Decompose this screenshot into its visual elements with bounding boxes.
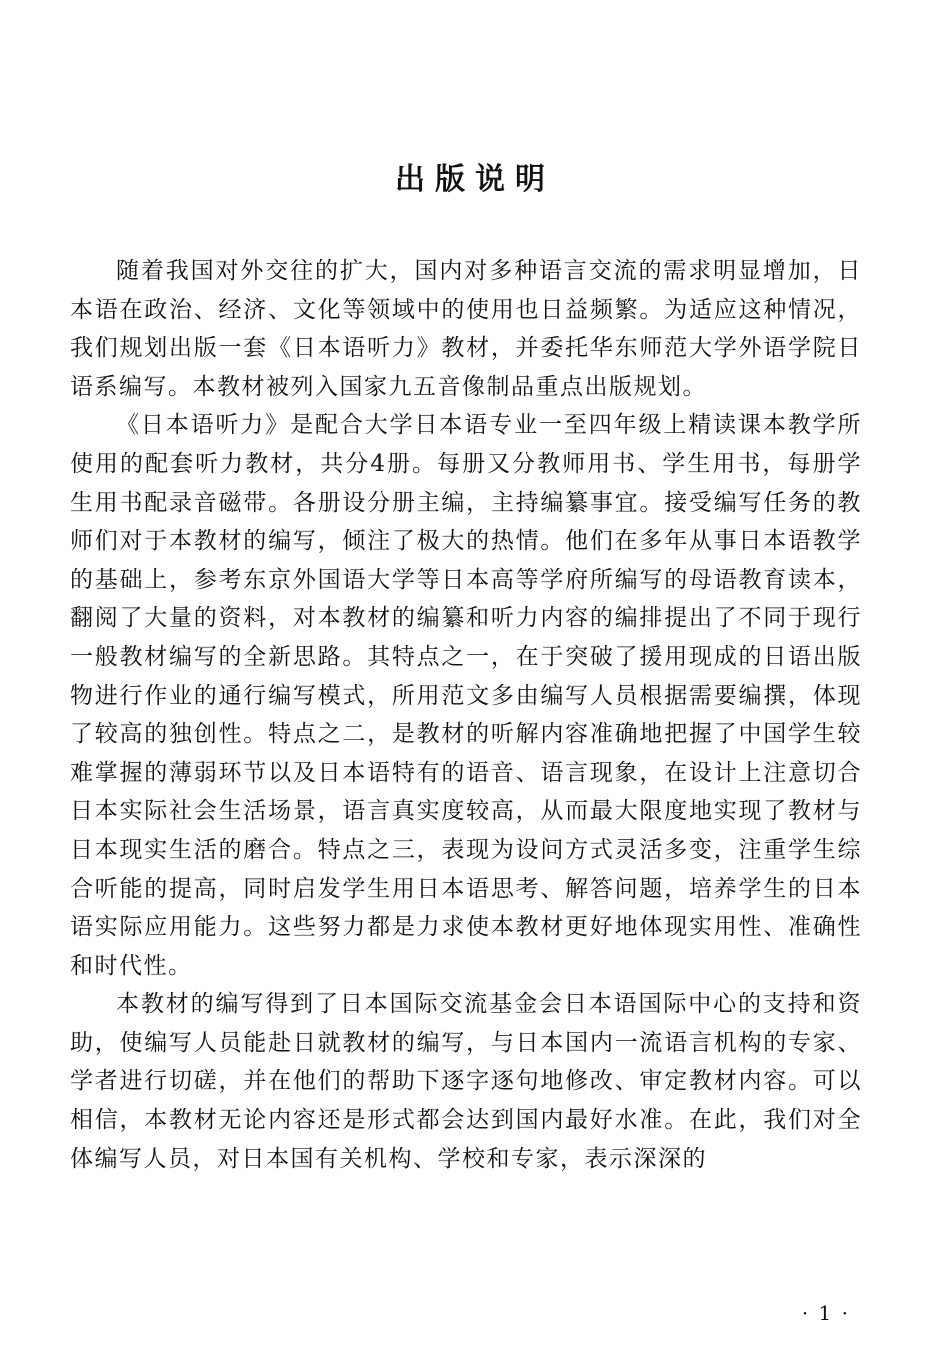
body-text bbox=[70, 252, 862, 1178]
page-title: 出版说明 bbox=[395, 162, 555, 197]
paragraph-3: 本教材的编写得到了日本国际交流基金会日本语国际中心的支持和资助，使编写人员能赴日就教材的编写，与日本国内一流语言机构的专家、学者进行切磋，并在他们的帮助下逐字逐句地修改、审定教材内容。可以相信，本教材无论内容还是形式都会达到国内最好水准。在此，我们对全体编写人员，对日本国有关机构、学校和专家，表示深深的 bbox=[70, 991, 862, 1172]
paragraph-2: 《日本语听力》是配合大学日本语专业一至四年级上精读课本教学所使用的配套听力教材，共分4册。每册又分教师用书、学生用书，每册学生用书配录音磁带。各册设分册主编，主持编纂事宜。接受编写任务的教师们对于本教材的编写，倾注了极大的热情。他们在多年从事日本语教学的基础上，参考东京外国语大学等日本高等学府所编写的母语教育读本，翻阅了大量的资料，对本教材的编纂和听力内容的编排提出了不同于现行一般教材编写的全新思路。其特点之一，在于突破了援用现成的日语出版物进行作业的通行编写模式，所用范文多由编写人员根据需要编撰，体现了较高的独创性。特点之二，是教材的听解内容准确地把握了中国学生较难掌握的薄弱环节以及日本语特有的语音、语言现象，在设计上注意切合日本实际社会生活场景，语言真实度较高，从而最大限度地实现了教材与日本现实生活的磨合。特点之三，表现为设问方式灵活多变，注重学生综合听能的提高，同时启发学生用日本语思考、解答问题，培养学生的日本语实际应用能力。这些努力都是力求使本教材更好地体现实用性、准确性和时代性。 bbox=[70, 412, 862, 979]
paragraph-1: 随着我国对外交往的扩大，国内对多种语言交流的需求明显增加，日本语在政治、经济、文化等领域中的使用也日益频繁。为适应这种情况，我们规划出版一套《日本语听力》教材，并委托华东师范大学外语学院日语系编写。本教材被列入国家九五音像制品重点出版规划。 bbox=[70, 258, 862, 400]
page-number: · 1 · bbox=[801, 1301, 850, 1325]
